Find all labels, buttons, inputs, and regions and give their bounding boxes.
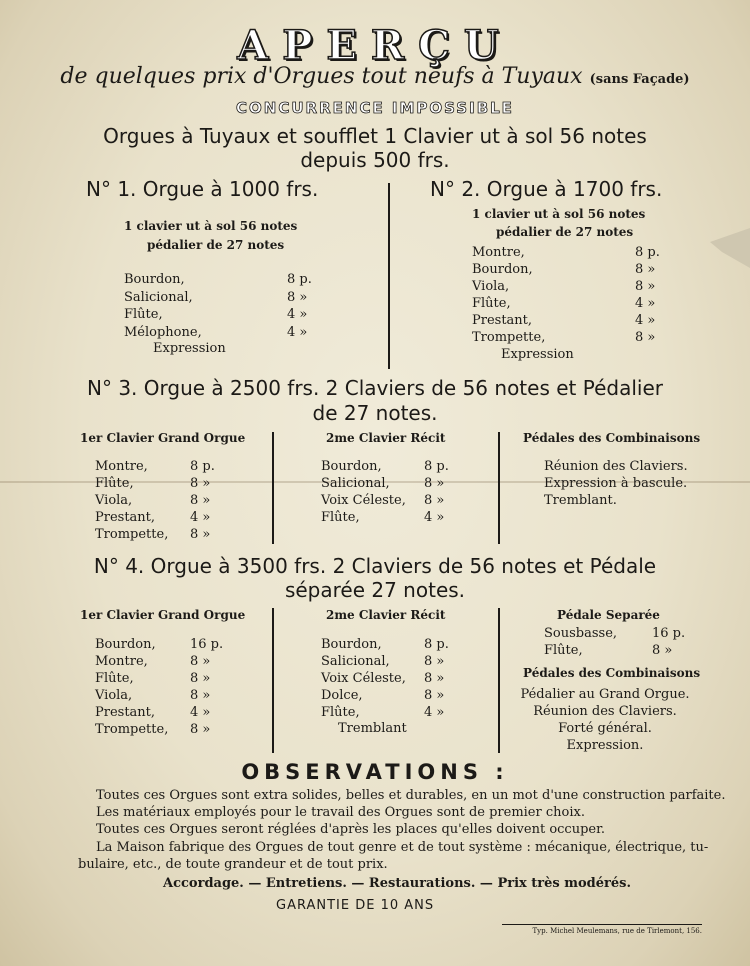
organ2-title: N° 2. Orgue à 1700 frs. — [430, 177, 663, 201]
obs-line-4: La Maison fabrique des Orgues de tout genre et de tout système : mécanique, électrique, tu- — [96, 840, 709, 855]
organ3-col1-head: 1er Clavier Grand Orgue — [80, 431, 246, 445]
stop-name: Prestant, — [95, 510, 156, 525]
organ2-spec2: pédalier de 27 notes — [496, 225, 634, 239]
subtitle-text: de quelques prix d'Orgues tout neufs à Tuyaux — [60, 64, 583, 89]
stop-size: 4 » — [190, 705, 211, 720]
subtitle — [0, 64, 750, 89]
list-item: Expression à bascule. — [544, 476, 688, 491]
stop-size: 8 » — [190, 688, 211, 703]
divider — [498, 608, 500, 753]
stop-name: Bourdon, — [95, 637, 156, 652]
stop-size: 8 » — [635, 330, 656, 345]
stop-name: Flûte, — [472, 296, 511, 311]
stop-name: Viola, — [472, 279, 510, 294]
divider — [498, 432, 500, 544]
organ4-col1-head: 1er Clavier Grand Orgue — [80, 608, 246, 622]
stop-size: 8 » — [424, 476, 445, 491]
organ4-tremblant: Tremblant — [338, 721, 407, 736]
organ2-spec1: 1 clavier ut à sol 56 notes — [472, 207, 646, 221]
stop-name: Prestant, — [95, 705, 156, 720]
organ1-spec2: pédalier de 27 notes — [147, 238, 285, 252]
stop-name: Trompette, — [95, 722, 169, 737]
obs-line-2: Les matériaux employés pour le travail des Orgues sont de premier choix. — [96, 805, 585, 820]
stop-name: Viola, — [95, 493, 133, 508]
stop-size: 8 » — [190, 671, 211, 686]
organ4-title-1: N° 4. Orgue à 3500 frs. 2 Claviers de 56 notes et Pédale — [93, 554, 657, 578]
list-item: Pédalier au Grand Orgue. — [520, 687, 690, 702]
torn-edge — [710, 228, 750, 268]
stop-size: 16 p. — [190, 637, 224, 652]
organ1-title: N° 1. Orgue à 1000 frs. — [86, 177, 319, 201]
list-item: Expression. — [566, 738, 644, 753]
list-item: Réunion des Claviers. — [544, 459, 688, 474]
stop-size: 4 » — [190, 510, 211, 525]
stop-size: 8 » — [287, 289, 308, 305]
stop-size: 4 » — [287, 324, 308, 340]
stop-size: 8 » — [190, 654, 211, 669]
stop-name: Bourdon, — [472, 262, 533, 277]
printer-credit: Typ. Michel Meulemans, rue de Tirlemont, 156. — [502, 924, 702, 935]
stop-size: 4 » — [635, 296, 656, 311]
obs-line-5: bulaire, etc., de toute grandeur et de tout prix. — [78, 857, 388, 872]
organ4-col3-head: Pédale Separée — [557, 608, 660, 622]
organ4-title-2: séparée 27 notes. — [284, 578, 466, 602]
guarantee: GARANTIE DE 10 ANS — [276, 898, 435, 913]
organ4-col3-head2: Pédales des Combinaisons — [523, 666, 701, 680]
services-line: Accordage. — Entretiens. — Restaurations. — Prix très modérés. — [163, 876, 632, 891]
stop-name: Montre, — [95, 459, 148, 474]
organ2-expression: Expression — [501, 347, 574, 362]
stop-size: 8 » — [635, 279, 656, 294]
organ3-col2-head: 2me Clavier Récit — [326, 431, 446, 445]
page-title: APERÇU — [237, 22, 513, 69]
organ3-title-1: N° 3. Orgue à 2500 frs. 2 Claviers de 56 notes et Pédalier — [87, 376, 663, 400]
organ3-title-2: de 27 notes. — [312, 401, 438, 425]
stop-size: 8 p. — [424, 637, 449, 652]
stop-size: 8 » — [424, 654, 445, 669]
stop-name: Sousbasse, — [544, 626, 618, 641]
stop-size: 8 p. — [287, 272, 312, 287]
organ4-col2-head: 2me Clavier Récit — [326, 608, 446, 622]
stop-size: 8 p. — [190, 459, 215, 474]
stop-name: Voix Céleste, — [321, 671, 406, 686]
stop-size: 8 » — [424, 688, 445, 703]
divider — [388, 183, 390, 369]
list-item: Tremblant. — [544, 493, 617, 508]
stop-name: Flûte, — [124, 307, 163, 322]
stop-size: 8 » — [190, 476, 211, 491]
stop-name: Flûte, — [95, 476, 134, 491]
stop-size: 8 » — [190, 722, 211, 737]
stop-size: 4 » — [287, 307, 308, 322]
organ1-expression: Expression — [153, 341, 226, 356]
organ1-spec1: 1 clavier ut à sol 56 notes — [124, 219, 298, 233]
stop-name: Viola, — [95, 688, 133, 703]
stop-size: 8 » — [424, 493, 445, 508]
stop-name: Flûte, — [95, 671, 134, 686]
stop-size: 16 p. — [652, 626, 686, 641]
stop-name: Bourdon, — [321, 459, 382, 474]
observations-title: OBSERVATIONS : — [241, 760, 509, 784]
stop-name: Bourdon, — [124, 272, 185, 287]
stop-name: Trompette, — [95, 527, 169, 542]
organ3-col3-head: Pédales des Combinaisons — [523, 431, 701, 445]
stop-size: 8 » — [635, 262, 656, 277]
stop-size: 8 » — [190, 527, 211, 542]
stop-name: Montre, — [95, 654, 148, 669]
stop-size: 8 p. — [424, 459, 449, 474]
obs-line-1: Toutes ces Orgues sont extra solides, belles et durables, en un mot d'une construction parfaite. — [96, 788, 726, 803]
stop-name: Bourdon, — [321, 637, 382, 652]
stop-size: 8 » — [190, 493, 211, 508]
stop-name: Prestant, — [472, 313, 533, 328]
divider — [272, 432, 274, 544]
stop-size: 8 » — [424, 671, 445, 686]
obs-line-3: Toutes ces Orgues seront réglées d'après les places qu'elles doivent occuper. — [96, 822, 606, 837]
stop-size: 4 » — [635, 313, 656, 328]
stop-name: Salicional, — [321, 476, 390, 491]
list-item: Réunion des Claviers. — [533, 704, 677, 719]
stop-name: Flûte, — [321, 510, 360, 525]
stop-name: Voix Céleste, — [321, 493, 406, 508]
stop-name: Flûte, — [544, 643, 583, 658]
subtitle-note: (sans Façade) — [589, 72, 690, 87]
stop-size: 8 » — [652, 643, 673, 658]
stop-size: 4 » — [424, 705, 445, 720]
stop-name: Salicional, — [321, 654, 390, 669]
tagline: CONCURRENCE IMPOSSIBLE — [236, 99, 514, 117]
divider — [272, 608, 274, 753]
stop-name: Flûte, — [321, 705, 360, 720]
stop-size: 4 » — [424, 510, 445, 525]
intro-line-1: Orgues à Tuyaux et soufflet 1 Clavier ut à sol 56 notes — [103, 124, 647, 148]
stop-name: Montre, — [472, 245, 525, 260]
stop-name: Dolce, — [321, 688, 363, 703]
stop-name: Salicional, — [124, 289, 193, 305]
stop-name: Mélophone, — [124, 324, 202, 340]
intro-line-2: depuis 500 frs. — [300, 148, 450, 172]
list-item: Forté général. — [558, 721, 652, 736]
stop-size: 8 p. — [635, 245, 660, 260]
stop-name: Trompette, — [472, 330, 546, 345]
